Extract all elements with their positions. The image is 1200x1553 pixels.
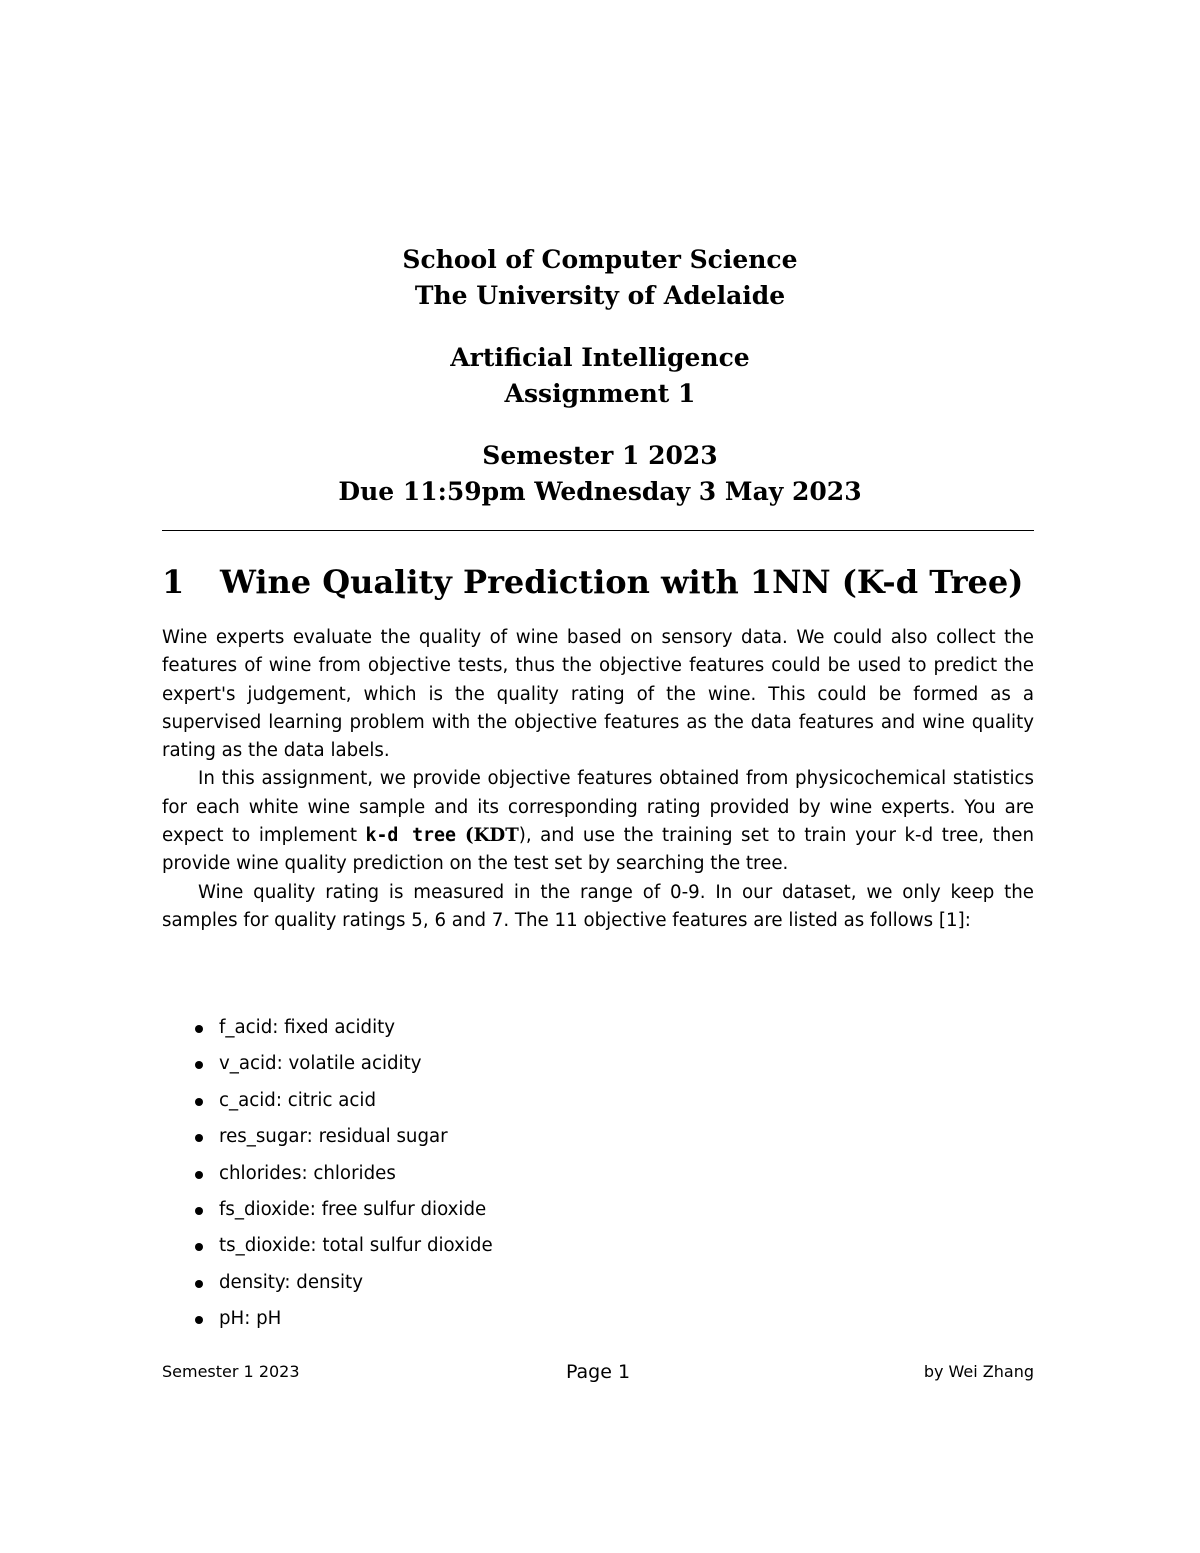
title-group-dates: [0, 438, 1200, 510]
list-item: [195, 1192, 493, 1228]
list-item-text: res_sugar: residual sugar: [219, 1126, 448, 1148]
list-item-text: ts_dioxide: total sulfur dioxide: [219, 1235, 493, 1257]
bullet-icon: [195, 1207, 203, 1215]
section-title: Wine Quality Prediction with 1NN (K-d Tree): [220, 563, 1024, 601]
bullet-icon: [195, 1280, 203, 1288]
list-item-text: v_acid: volatile acidity: [219, 1053, 422, 1075]
paren-open: (: [455, 825, 474, 847]
bullet-icon: [195, 1098, 203, 1106]
paragraph-1: Wine experts evaluate the quality of wine based on sensory data. We could also collect the features of wine from objective tests, thus the objective features could be used to predict the expert's judgement, which is the quality rating of the wine. This could be formed as a supervised learning problem with the objective features as the data features and wine quality rating as the data labels.: [162, 627, 1034, 762]
footer-semester: Semester 1 2023: [162, 1362, 300, 1381]
list-item: [195, 1265, 493, 1301]
paragraph-2-intro: In this assignment, we provide objective features obtained from physicochemical statistics for each white wine sample and its corresponding rating provided by wine experts. You are expect to implement: [162, 768, 1034, 847]
list-item: [195, 1301, 493, 1337]
title-block: [0, 242, 1200, 536]
footer-author: by Wei Zhang: [923, 1362, 1034, 1381]
section-number: 1: [162, 563, 185, 601]
kd-tree-term: k-d tree: [365, 825, 456, 847]
title-group-institution: [0, 242, 1200, 314]
list-item: [195, 1228, 493, 1264]
feature-list: [195, 1010, 493, 1338]
bullet-icon: [195, 1025, 203, 1033]
title-divider: [162, 530, 1034, 531]
list-item-text: fs_dioxide: free sulfur dioxide: [219, 1199, 487, 1221]
section-heading: [162, 558, 1023, 606]
page-footer: [162, 1358, 1034, 1386]
list-item-text: chlorides: chlorides: [219, 1162, 396, 1184]
bullet-icon: [195, 1243, 203, 1251]
list-item: [195, 1046, 493, 1082]
paragraph-3: Wine quality rating is measured in the range of 0-9. In our dataset, we only keep the samples for quality ratings 5, 6 and 7. The 11 objective features are listed as follows [1]:: [162, 881, 1034, 931]
list-item-text: c_acid: citric acid: [219, 1089, 376, 1111]
paragraph-2: [162, 765, 1034, 878]
list-item-text: density: density: [219, 1271, 363, 1293]
university-name: The University of Adelaide: [414, 281, 786, 310]
bullet-icon: [195, 1171, 203, 1179]
bullet-icon: [195, 1134, 203, 1142]
body-text: [162, 624, 1034, 935]
list-item: [195, 1010, 493, 1046]
page-number: Page 1: [565, 1361, 631, 1383]
semester-label: Semester 1 2023: [482, 441, 718, 470]
list-item-text: f_acid: fixed acidity: [219, 1017, 396, 1038]
assignment-name: Assignment 1: [504, 379, 696, 408]
list-item-text: pH: pH: [219, 1308, 282, 1330]
school-name: School of Computer Science: [402, 245, 798, 274]
bullet-icon: [195, 1061, 203, 1069]
title-group-course: [0, 340, 1200, 412]
course-name: Artificial Intelligence: [450, 343, 750, 372]
kdt-abbrev: KDT: [473, 825, 519, 847]
paragraph-2-rest: ), and use the training set to train your k-d tree, then provide wine quality prediction on the test set by searching the tree.: [162, 825, 1035, 875]
list-item: [195, 1156, 493, 1192]
list-item: [195, 1119, 493, 1155]
bullet-icon: [195, 1316, 203, 1324]
list-item: [195, 1083, 493, 1119]
due-date: Due 11:59pm Wednesday 3 May 2023: [338, 477, 862, 506]
